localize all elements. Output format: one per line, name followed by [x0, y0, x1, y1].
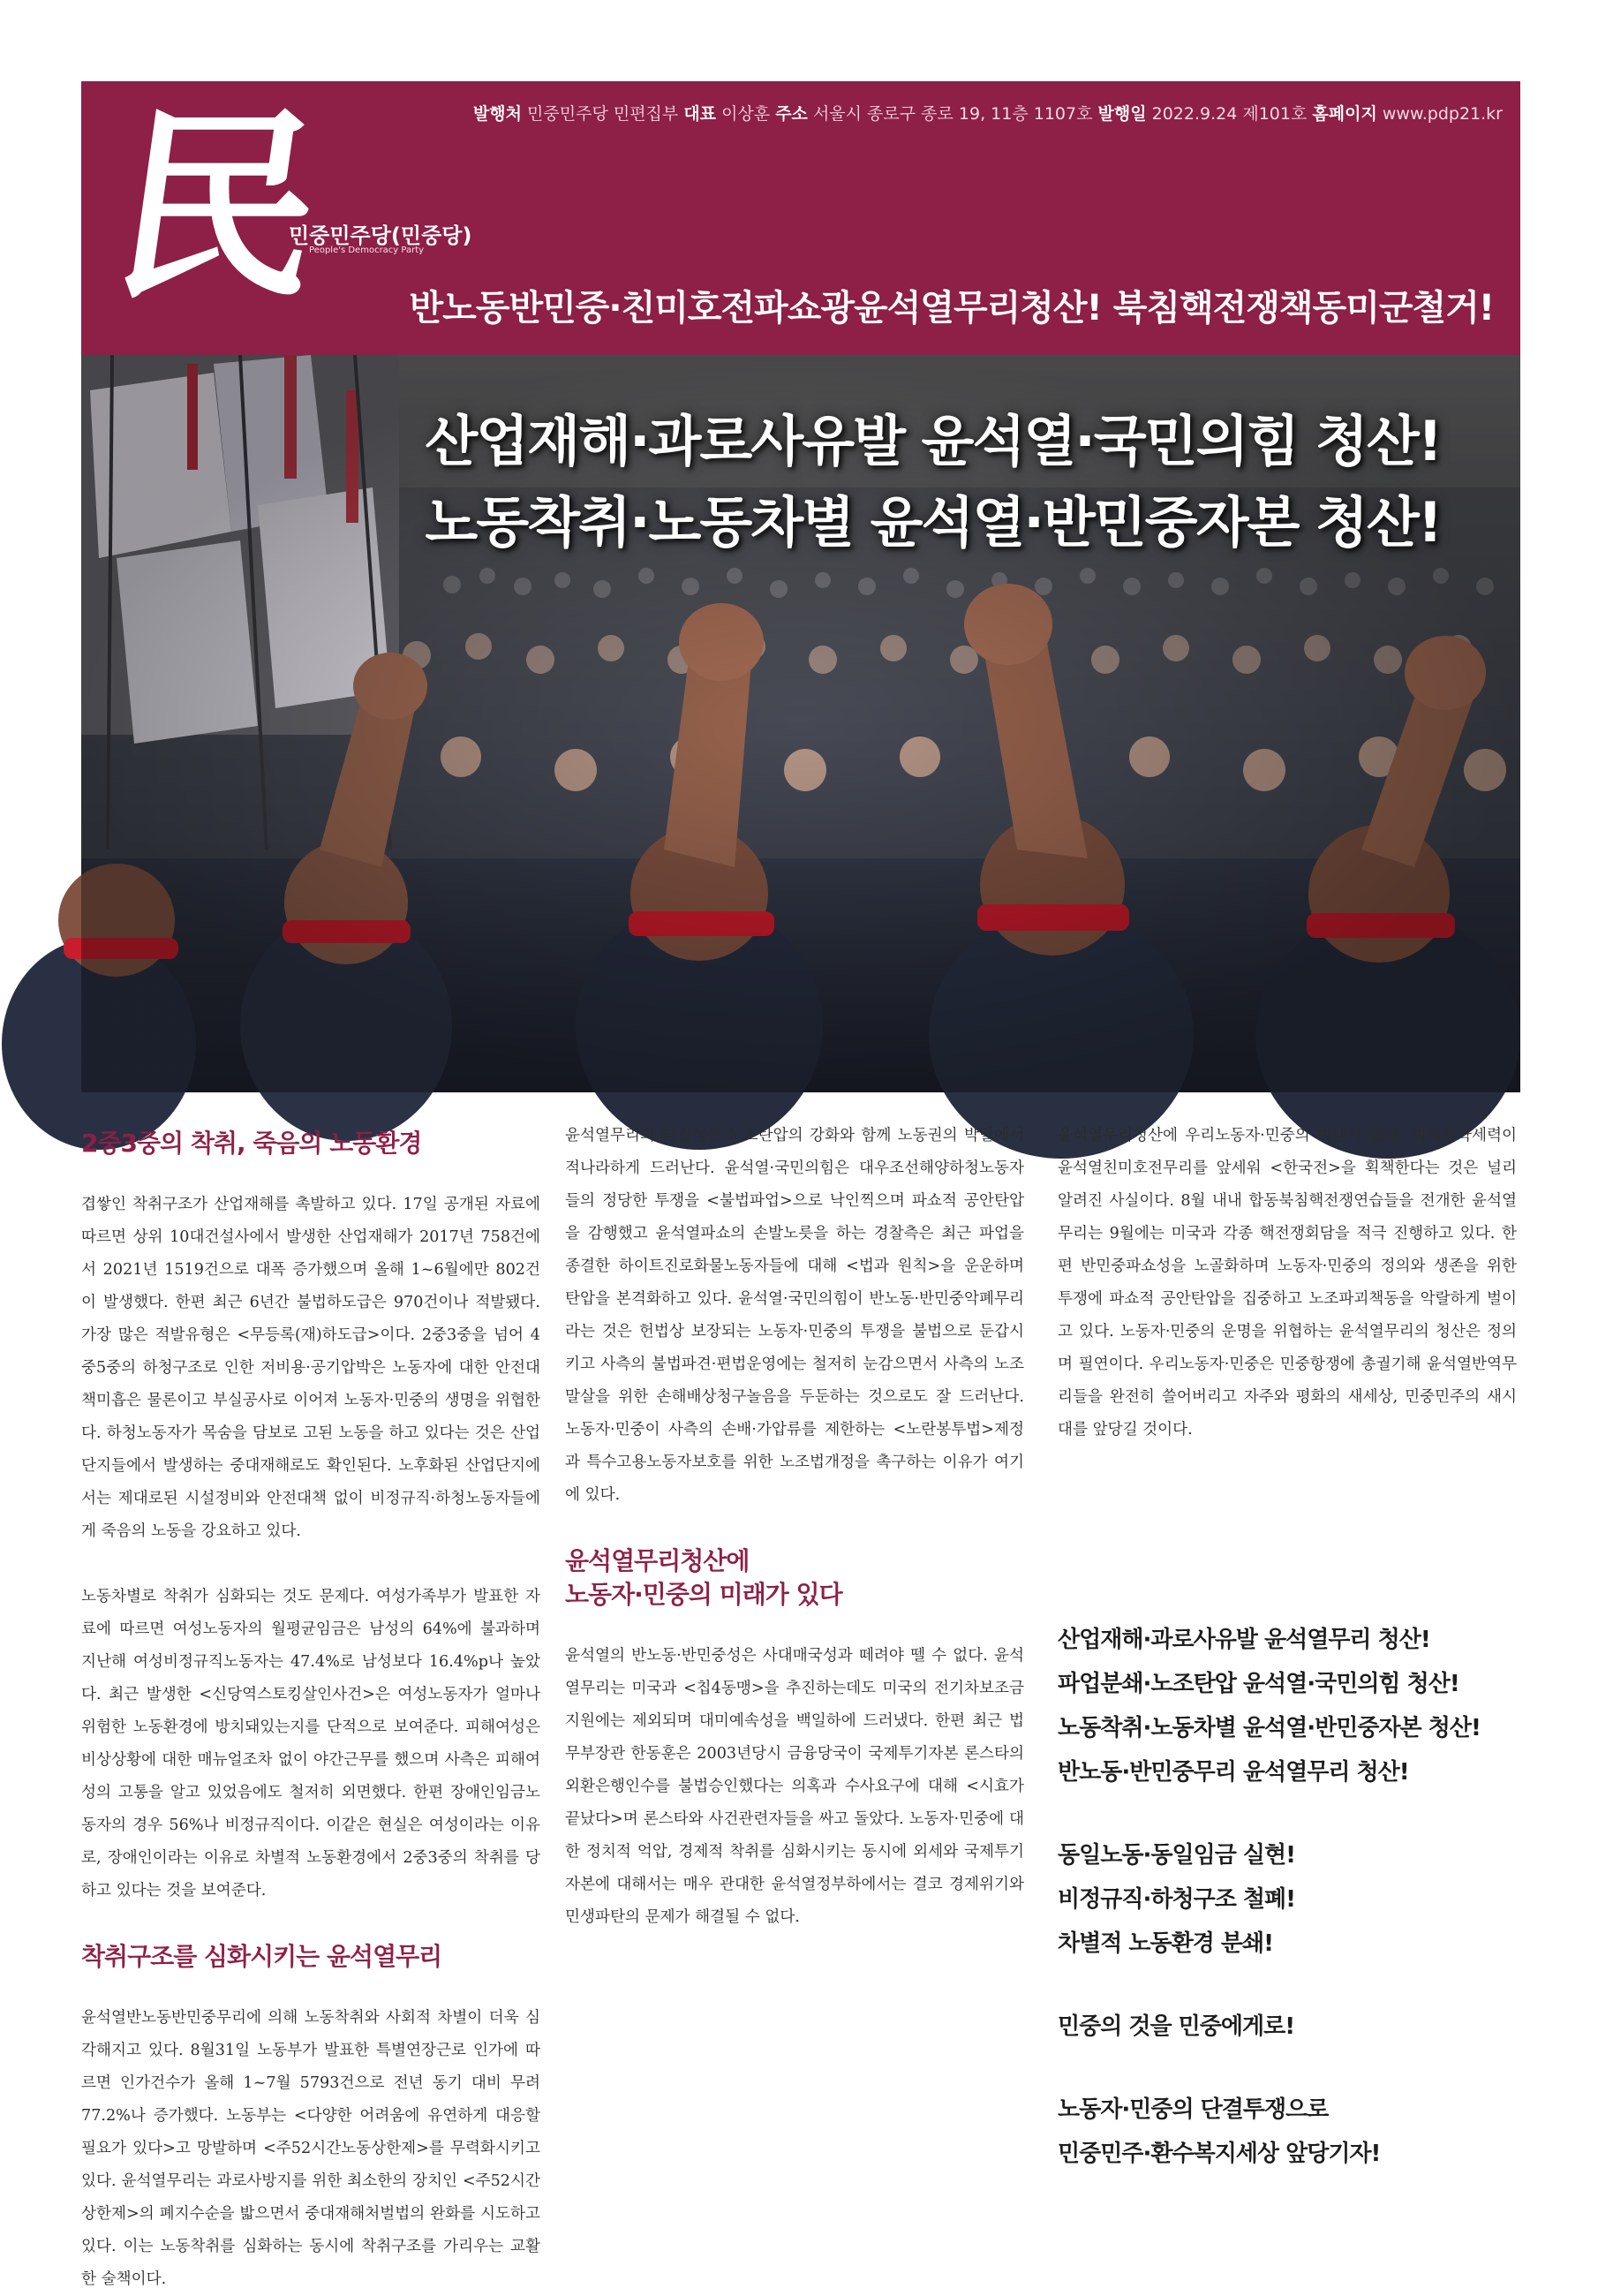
photo-headline	[425, 401, 1441, 563]
article-paragraph-6: 윤석열무리청산에 우리노동자·민중의 미래가 있다. 미제침략세력이 윤석열친미호전무리를 앞세워 <한국전>을 획책한다는 것은 널리 알려진 사실이다. 8월 내내 합동북침핵전쟁연습들을 전개한 윤석열무리는 9월에는 미국과 각종 핵전쟁회담을 적극 진행하고 있다. 한편 반민중파쇼성을 노골화하며 노동자·민중의 정의와 생존을 위한 투쟁에 파쇼적 공안탄압을 집중하고 노조파괴책동을 악랄하게 벌이고 있다. 노동자·민중의 운명을 위협하는 윤석열무리의 청산은 정의며 필연이다. 우리노동자·민중은 민중항쟁에 총궐기해 윤석열반역무리들을 완전히 쓸어버리고 자주와 평화의 새세상, 민중민주의 새시대를 앞당길 것이다.	[1058, 1127, 1517, 1439]
representative-label: 대표	[683, 104, 717, 124]
homepage-label: 홈페이지	[1312, 104, 1377, 124]
rally-photo	[81, 355, 1520, 1092]
slogan-list	[1058, 1618, 1534, 2215]
section-heading-3-line-2: 노동자·민중의 미래가 있다	[565, 1580, 842, 1609]
slogan-line: 파업분쇄·노조탄압 윤석열·국민의힘 청산!	[1058, 1671, 1459, 1697]
article-column-3	[1058, 1120, 1517, 1479]
article-paragraph-1: 겹쌓인 착취구조가 산업재해를 촉발하고 있다. 17일 공개된 자료에 따르면 상위 10대건설사에서 발생한 산업재해가 2017년 758건에서 2021년 1519건으로 대폭 증가했으며 올해 1~6월에만 802건이 발생했다. 한편 최근 6년간 불법하도급은 970건이나 적발됐다. 가장 많은 적발유형은 <무등록(재)하도급>이다. 2중3중을 넘어 4중5중의 하청구조로 인한 저비용·공기압박은 노동자에 대한 안전대책미흡은 물론이고 부실공사로 이어져 노동자·민중의 생명을 위협한다. 하청노동자가 목숨을 담보로 고된 노동을 하고 있다는 것은 산업단지들에서 발생하는 중대재해로도 확인된다. 노후화된 산업단지에서는 제대로된 시설정비와 안전대책 없이 비정규직·하청노동자들에게 죽음의 노동을 강요하고 있다.	[81, 1196, 540, 1540]
article-column-1	[81, 1120, 540, 2288]
photo-headline-line-2: 노동착취·노동차별 윤석열·반민중자본 청산!	[425, 490, 1441, 555]
article-column-2	[565, 1120, 1024, 1967]
issue-number: 제101호	[1242, 104, 1308, 124]
masthead	[81, 81, 1520, 355]
slogan-line: 동일노동·동일임금 실현!	[1058, 1842, 1295, 1869]
slogan-group-1	[1058, 1618, 1534, 1794]
slogan-group-3	[1058, 2005, 1534, 2049]
masthead-slogan: 반노동반민중·친미호전파쇼광윤석열무리청산! 북침핵전쟁책동미군철거!	[409, 288, 1494, 329]
article-paragraph-3: 윤석열반노동반민중무리에 의해 노동착취와 사회적 차별이 더욱 심각해지고 있다. 8월31일 노동부가 발표한 특별연장근로 인가에 따르면 인가건수가 올해 1~7월 5793건으로 전년 동기 대비 무려 77.2%나 증가했다. 노동부는 <다양한 어려움에 유연하게 대응할 필요가 있다>고 망발하며 <주52시간노동상한제>를 무력화시키고 있다. 윤석열무리는 과로사방지를 위한 최소한의 장치인 <주52시간상한제>의 폐지수순을 밟으면서 중대재해처벌법의 완화를 시도하고 있다. 이는 노동착취를 심화하는 동시에 착취구조를 가리우는 교활한 술책이다.	[81, 2009, 540, 2288]
publisher: 민중민주당 민편집부	[527, 104, 679, 124]
slogan-line: 산업재해·과로사유발 윤석열무리 청산!	[1058, 1627, 1430, 1653]
representative: 이상훈	[721, 104, 771, 124]
slogan-line: 민중의 것을 민중에게로!	[1058, 2013, 1295, 2040]
slogan-line: 노동착취·노동차별 윤석열·반민중자본 청산!	[1058, 1715, 1481, 1741]
slogan-line: 노동자·민중의 단결투쟁으로	[1058, 2096, 1329, 2123]
slogan-line: 반노동·반민중무리 윤석열무리 청산!	[1058, 1759, 1409, 1786]
publication-info	[473, 101, 1503, 125]
publisher-label: 발행처	[472, 104, 522, 124]
article-paragraph-4: 윤석열무리의 악질성은 노조탄압의 강화와 함께 노동권의 박탈에서 적나라하게 드러난다. 윤석열·국민의힘은 대우조선해양하청노동자들의 정당한 투쟁을 <불법파업>으로 낙인찍으며 파쇼적 공안탄압을 감행했고 윤석열파쇼의 손발노릇을 하는 경찰측은 최근 파업을 종결한 하이트진로화물노동자들에 대해 <법과 원칙>을 운운하며 탄압을 본격화하고 있다. 윤석열·국민의힘이 반노동·반민중악폐무리라는 것은 헌법상 보장되는 노동자·민중의 투쟁을 불법으로 둔갑시키고 사측의 불법파견·편법운영에는 철저히 눈감으면서 사측의 노조말살을 위한 손해배상청구놀음을 두둔하는 것으로도 잘 드러난다. 노동자·민중이 사측의 손배·가압류를 제한하는 <노란봉투법>제정과 특수고용노동자보호를 위한 노조법개정을 촉구하는 이유가 여기에 있다.	[565, 1127, 1024, 1504]
photo-headline-line-1: 산업재해·과로사유발 윤석열·국민의힘 청산!	[425, 409, 1441, 473]
homepage-url[interactable]: www.pdp21.kr	[1382, 104, 1503, 124]
article-paragraph-5: 윤석열의 반노동·반민중성은 사대매국성과 떼려야 뗄 수 없다. 윤석열무리는 미국과 <칩4동맹>을 추진하는데도 미국의 전기차보조금지원에는 제외되며 대미예속성을 백일하에 드러냈다. 한편 최근 법무부장관 한동훈은 2003년당시 금융당국이 국제투기자본 론스타의 외환은행인수를 불법승인했다는 의혹과 수사요구에 대해 <시효가 끝났다>며 론스타와 사건관련자들을 싸고 돌았다. 노동자·민중에 대한 정치적 억압, 경제적 착취를 심화시키는 동시에 외세와 국제투기자본에 대해서는 매우 관대한 윤석열정부하에서는 결코 경제위기와 민생파탄의 문제가 해결될 수 없다.	[565, 1647, 1024, 1926]
slogan-group-4	[1058, 2088, 1534, 2176]
section-heading-2: 착취구조를 심화시키는 윤석열무리	[81, 1942, 442, 1971]
party-name-english: People's Democracy Party	[309, 245, 425, 255]
slogan-line: 비정규직·하청구조 철폐!	[1058, 1886, 1295, 1913]
publication-date: 2022.9.24	[1151, 104, 1238, 124]
section-heading-1: 2중3중의 착취, 죽음의 노동환경	[81, 1129, 422, 1158]
section-heading-3-line-1: 윤석열무리청산에	[565, 1546, 750, 1575]
logo-character: 民	[100, 88, 336, 327]
slogan-group-2	[1058, 1833, 1534, 1966]
slogan-line: 민중민주·환수복지세상 앞당기자!	[1058, 2141, 1381, 2167]
date-label: 발행일	[1097, 104, 1147, 124]
article-paragraph-2: 노동차별로 착취가 심화되는 것도 문제다. 여성가족부가 발표한 자료에 따르면 여성노동자의 월평균임금은 남성의 64%에 불과하며 지난해 여성비정규직노동자는 47.4%로 남성보다 16.4%p나 높았다. 최근 발생한 <신당역스토킹살인사건>은 여성노동자가 얼마나 위험한 노동환경에 방치돼있는지를 단적으로 보여준다. 피해여성은 비상상황에 대한 매뉴얼조차 없이 야간근무를 했으며 사측은 피해여성의 고통을 알고 있었음에도 철저히 외면했다. 한편 장애인임금노동자의 경우 56%나 비정규직이다. 이같은 현실은 여성이라는 이유로, 장애인이라는 이유로 차별적 노동환경에서 2중3중의 착취를 당하고 있다는 것을 보여준다.	[81, 1588, 540, 1899]
address-label: 주소	[775, 104, 808, 124]
slogan-line: 차별적 노동환경 분쇄!	[1058, 1930, 1274, 1957]
section-heading-3	[565, 1545, 1024, 1612]
party-name: 민중민주당(민중당)	[289, 223, 472, 248]
address: 서울시 종로구 종로 19, 11층 1107호	[812, 104, 1093, 124]
